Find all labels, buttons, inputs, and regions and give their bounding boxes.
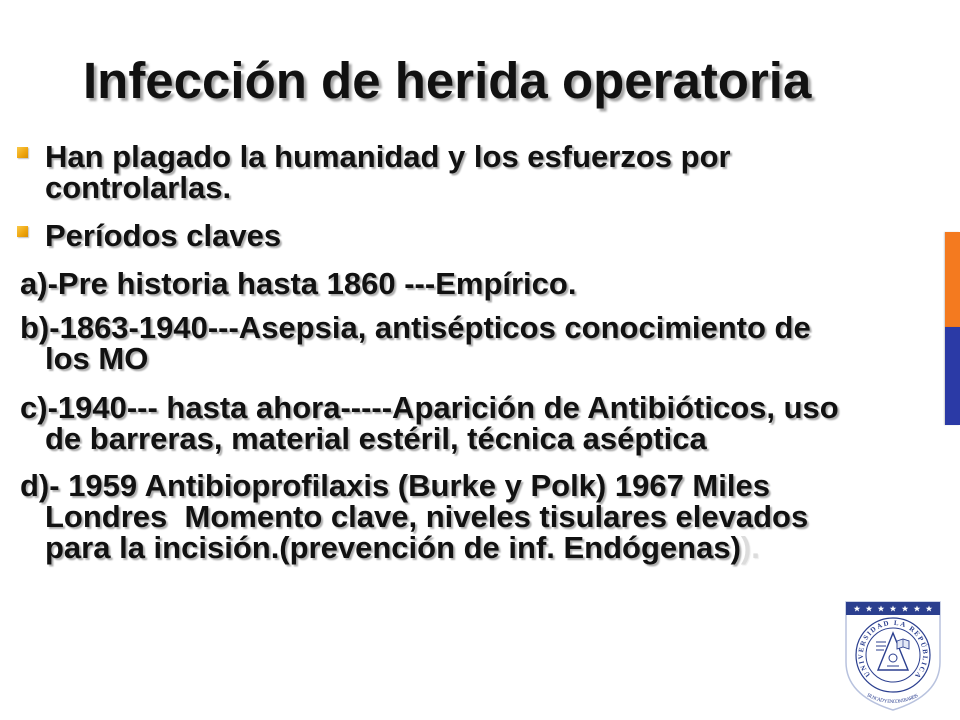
- bullet-text-line: controlarlas.: [45, 170, 232, 205]
- accent-bar-orange: [945, 232, 960, 327]
- period-text-line: los MO: [45, 341, 149, 376]
- seal-motto-text: BUSCAD Y ENCONTRAREIS: [865, 693, 920, 706]
- period-text-line: Londres Momento clave, niveles tisulares elevados: [45, 499, 809, 534]
- bullet-text-line: Han plagado la humanidad y los esfuerzos por: [45, 139, 731, 174]
- period-item-b: [20, 312, 811, 374]
- period-item-c: [20, 392, 839, 454]
- period-text-line: a)-Pre historia hasta 1860 ---Empírico.: [20, 266, 577, 301]
- period-text-line: d)- 1959 Antibioprofilaxis (Burke y Polk) 1967 Miles: [20, 468, 770, 503]
- bullet-item: [45, 141, 731, 203]
- bullet-text-line: Períodos claves: [45, 218, 282, 253]
- period-item-d: [20, 470, 808, 563]
- bullet-item: [45, 220, 281, 251]
- slide-title: Infección de herida operatoria: [83, 52, 812, 109]
- period-text-line-last: [20, 532, 808, 563]
- period-text-line: c)-1940--- hasta ahora-----Aparición de Antibióticos, uso: [20, 390, 839, 425]
- university-shield-logo: [843, 600, 943, 712]
- square-bullet-icon: [17, 226, 28, 237]
- period-text: para la incisión.(prevención de inf. Endógenas): [45, 530, 741, 565]
- period-text-line: b)-1863-1940---Asepsia, antisépticos conocimiento de: [20, 310, 811, 345]
- faded-tail-text: ).: [740, 530, 760, 565]
- period-text-line: de barreras, material estéril, técnica aséptica: [45, 421, 707, 456]
- period-item-a: [20, 268, 576, 299]
- square-bullet-icon: [17, 147, 28, 158]
- seal-name-text: UNIVERSIDAD LA REPÚBLICA: [856, 618, 930, 680]
- accent-bar-blue: [945, 327, 960, 425]
